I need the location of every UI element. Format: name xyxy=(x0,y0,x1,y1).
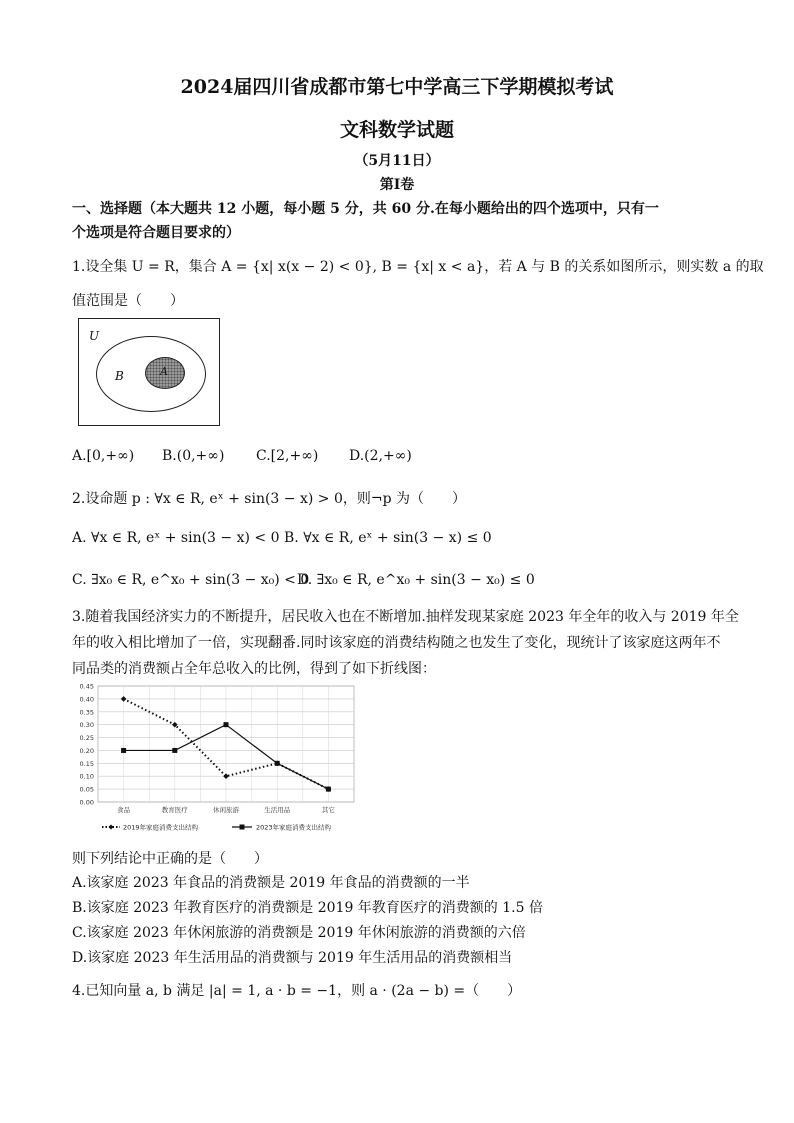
point-marker xyxy=(326,787,331,792)
venn-diagram xyxy=(78,318,220,426)
chart-svg xyxy=(72,680,362,836)
q3-stem-line3: 同品类的消费额占全年总收入的比例，得到了如下折线图： xyxy=(72,661,436,677)
q4-stem: 4.已知向量 a, b 满足 |a| = 1, a · b = −1，则 a · (2a − b) =（ ） xyxy=(72,983,522,999)
y-tick-label: 0.40 xyxy=(79,695,94,704)
q3-stem-line2: 年的收入相比增加了一倍，实现翻番.同时该家庭的消费结构随之也发生了变化，现统计了该家庭这两年不 xyxy=(72,635,721,651)
exam-subtitle: 文科数学试题 xyxy=(339,119,454,141)
y-tick-label: 0.45 xyxy=(79,682,94,691)
q2-stem: 2.设命题 p : ∀x ∈ R, eˣ + sin(3 − x) > 0，则¬p 为（ ） xyxy=(72,491,467,507)
q3-option-b: B.该家庭 2023 年教育医疗的消费额是 2019 年教育医疗的消费额的 1.5 倍 xyxy=(72,900,543,916)
x-tick-label: 其它 xyxy=(321,806,335,814)
x-tick-label: 生活用品 xyxy=(264,806,291,814)
y-tick-label: 0.00 xyxy=(79,798,94,807)
consumption-line-chart xyxy=(72,680,362,836)
q2-option-a: A. ∀x ∈ R, eˣ + sin(3 − x) < 0 xyxy=(72,530,280,546)
x-tick-label: 休闲旅游 xyxy=(213,806,239,814)
q3-stem-line1: 3.随着我国经济实力的不断提升，居民收入也在不断增加.抽样发现某家庭 2023 年全年的收入与 2019 年全 xyxy=(72,609,739,625)
x-tick-label: 食品 xyxy=(117,806,131,814)
q3-question: 则下列结论中正确的是（ ） xyxy=(72,851,268,867)
q1-stem-line2: 值范围是（ ） xyxy=(72,293,184,309)
venn-label-b: B xyxy=(115,369,124,383)
legend-marker-2019 xyxy=(109,825,114,830)
q3-option-a: A.该家庭 2023 年食品的消费额是 2019 年食品的消费额的一半 xyxy=(72,875,470,891)
x-tick-label: 教育医疗 xyxy=(161,806,188,814)
venn-label-a: A xyxy=(160,365,168,378)
q2-option-c: C. ∃x₀ ∈ R, e^x₀ + sin(3 − x₀) < 0 xyxy=(72,572,310,588)
exam-date: （5月11日） xyxy=(354,153,440,169)
point-marker xyxy=(121,748,126,753)
q1-stem-line1: 1.设全集 U = R，集合 A = {x| x(x − 2) < 0}, B = {x| x < a}，若 A 与 B 的关系如图所示，则实数 a 的取 xyxy=(72,259,764,275)
y-tick-label: 0.25 xyxy=(79,734,94,743)
q1-option-c: C.[2,+∞) xyxy=(256,448,319,464)
point-marker xyxy=(275,761,280,766)
y-tick-label: 0.15 xyxy=(79,759,94,768)
q2-option-d: D. ∃x₀ ∈ R, e^x₀ + sin(3 − x₀) ≤ 0 xyxy=(297,572,535,588)
section-instructions-line2: 个选项是符合题目要求的） xyxy=(72,225,240,241)
q1-option-a: A.[0,+∞) xyxy=(72,448,135,464)
venn-label-u: U xyxy=(89,329,100,343)
y-tick-label: 0.30 xyxy=(79,721,94,730)
q2-option-b: B. ∀x ∈ R, eˣ + sin(3 − x) ≤ 0 xyxy=(284,530,492,546)
legend-label-2023: 2023年家庭消费支出结构 xyxy=(256,823,332,832)
exam-title: 2024届四川省成都市第七中学高三下学期模拟考试 xyxy=(180,76,614,98)
y-tick-label: 0.05 xyxy=(79,785,94,794)
q3-option-d: D.该家庭 2023 年生活用品的消费额与 2019 年生活用品的消费额相当 xyxy=(72,950,513,966)
y-tick-label: 0.10 xyxy=(79,772,94,781)
volume-label: 第Ⅰ卷 xyxy=(379,177,415,193)
y-tick-label: 0.20 xyxy=(79,746,94,755)
section-instructions-line1: 一、选择题（本大题共 12 小题，每小题 5 分，共 60 分.在每小题给出的四个选项中，只有一 xyxy=(72,201,659,217)
q3-option-c: C.该家庭 2023 年休闲旅游的消费额是 2019 年休闲旅游的消费额的六倍 xyxy=(72,925,526,941)
legend-marker-2023 xyxy=(240,825,245,830)
y-tick-label: 0.35 xyxy=(79,708,94,717)
legend-label-2019: 2019年家庭消费支出结构 xyxy=(123,823,199,832)
point-marker xyxy=(224,722,229,727)
q1-option-d: D.(2,+∞) xyxy=(349,448,412,464)
point-marker xyxy=(172,748,177,753)
q1-option-b: B.(0,+∞) xyxy=(162,448,225,464)
